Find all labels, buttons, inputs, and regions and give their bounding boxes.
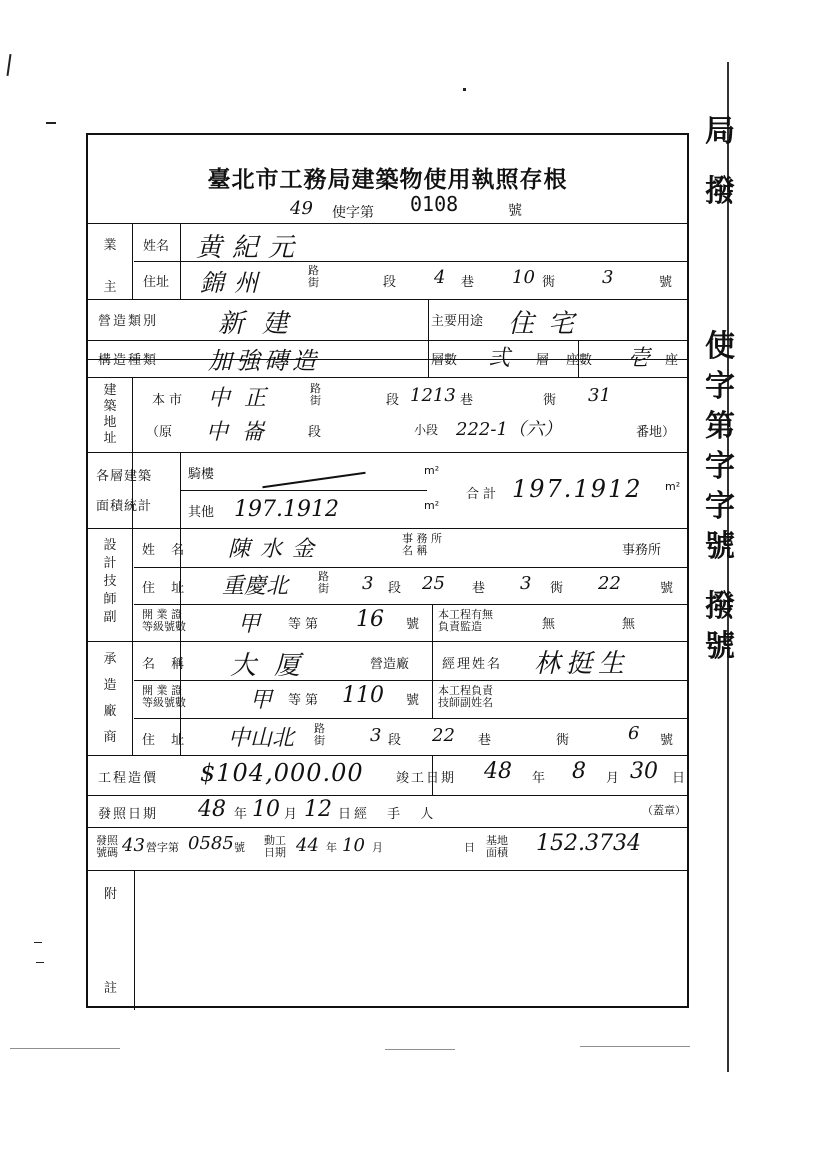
owner-alley-label: 衖 [542, 275, 556, 290]
contractor-road-label: 路 街 [314, 722, 325, 747]
designer-lane-value: 25 [422, 573, 445, 594]
contractor-manager-label: 經理姓名 [442, 657, 503, 672]
scan-speck [385, 1049, 455, 1050]
arcade-dash [262, 472, 365, 488]
done-label: 竣工日期 [396, 771, 457, 786]
unit-m2-1: m² [424, 464, 440, 477]
contractor-lane-label: 巷 [478, 733, 492, 748]
site-duan-label: 段 [386, 393, 400, 408]
owner-duan-value: 4 [434, 267, 446, 288]
left-edge-mark [6, 54, 11, 76]
contractor-license-grade: 甲 [250, 688, 273, 713]
contractor-grade-label: 等第 [288, 693, 323, 708]
contractor-license-no: 110 [342, 683, 384, 708]
remarks-label-bottom: 註 [104, 981, 118, 996]
site-sub-value: 222-1（六） [456, 419, 562, 440]
permit-mid-label: 營字第 [146, 841, 179, 854]
owner-lane-value: 10 [512, 267, 535, 288]
site-orig-duan-label: 段 [308, 425, 322, 440]
contractor-addr-label: 住 址 [142, 733, 191, 748]
side-char: 局 [705, 114, 735, 149]
site-lot-label: 番地） [636, 425, 676, 440]
owner-lane-label: 巷 [461, 275, 475, 290]
side-char: 號 [705, 629, 735, 664]
build-type-label: 營造類別 [98, 314, 159, 329]
start-year-label: 年 [326, 841, 337, 854]
start-month-label: 月 [372, 841, 383, 854]
contractor-license-label: 開 業 證 等級號數 [142, 684, 186, 709]
designer-addr-street: 重慶北 [222, 574, 289, 599]
scan-speck [36, 962, 44, 963]
side-char: 字 [705, 369, 735, 404]
done-day: 30 [630, 759, 658, 784]
other-value: 197.1912 [234, 497, 339, 522]
cost-label: 工程造價 [98, 771, 159, 786]
issue-year-label: 年 [234, 807, 248, 822]
area-label-1: 各層建築 [96, 469, 153, 484]
permit-prefix: 49 [290, 198, 313, 219]
stamp-label: （蓋章） [642, 804, 686, 817]
start-year: 44 [296, 835, 319, 856]
main-use-label: 主要用途 [431, 314, 484, 329]
contractor-name-value: 大厦 [230, 651, 319, 681]
site-orig-district: 中崙 [206, 420, 279, 445]
permit-suffix-label: 號 [234, 841, 245, 854]
issue-day-label: 日 [338, 807, 352, 822]
site-duan-value: 1213 [410, 385, 456, 406]
scan-speck [10, 1048, 120, 1049]
designer-no-label: 號 [660, 581, 674, 596]
permit-no-value: 0585 [188, 833, 234, 854]
permit-label: 使字第 [332, 205, 374, 221]
side-char: 第 [705, 409, 735, 444]
issue-month: 10 [252, 797, 280, 822]
contractor-section-label: 承 造 廠 商 [103, 652, 117, 745]
contractor-duan-value: 3 [370, 725, 382, 746]
side-text [700, 112, 740, 667]
total-label: 合計 [466, 487, 501, 502]
side-char: 使 [705, 329, 735, 364]
start-month: 10 [342, 835, 365, 856]
designer-name-value: 陳水金 [228, 537, 325, 562]
arcade-value [89, 136, 90, 137]
owner-duan-label: 段 [383, 275, 397, 290]
floors-label: 層數 [431, 353, 458, 368]
designer-grade-label: 等第 [288, 617, 323, 632]
contractor-lane-value: 22 [432, 725, 455, 746]
designer-section-label: 設 計 技 師 副 [103, 538, 117, 625]
arcade-label: 騎樓 [188, 467, 215, 482]
permit-prefix-value: 43 [122, 835, 145, 856]
designer-duan-value: 3 [362, 573, 374, 594]
contractor-no-label: 號 [406, 693, 420, 708]
designer-addr-label: 住 址 [142, 581, 191, 596]
unit-m2-3: m² [665, 480, 681, 493]
issue-year: 48 [198, 797, 226, 822]
scan-speck [463, 88, 466, 91]
designer-lane-label: 巷 [472, 581, 486, 596]
done-day-label: 日 [672, 771, 686, 786]
start-date-label: 動工 日期 [264, 834, 286, 859]
area-label-2: 面積統計 [96, 499, 153, 514]
contractor-factory-label: 營造廠 [370, 657, 410, 672]
remarks-label-top: 附 [104, 887, 118, 902]
handler-label: 經 手 人 [354, 807, 442, 822]
site-city-label: 本市 [152, 393, 187, 408]
cost-value: $104,000.00 [200, 759, 364, 787]
side-char: 字 [705, 449, 735, 484]
designer-no-label-2: 號 [406, 617, 420, 632]
total-value: 197.1912 [512, 475, 643, 503]
designer-supervise-label: 本工程有無 負責監造 [438, 608, 493, 633]
blocks-label: 座數 [566, 353, 593, 368]
side-char: 字 [705, 489, 735, 524]
contractor-duan-label: 段 [388, 733, 402, 748]
owner-road-label: 路 街 [308, 264, 319, 289]
scan-speck [34, 942, 42, 943]
designer-no-value: 22 [598, 573, 621, 594]
owner-alley-value: 3 [602, 267, 614, 288]
designer-name-label: 姓 名 [142, 543, 191, 558]
contractor-addr-street: 中山北 [228, 726, 295, 751]
contractor-alley-label: 衖 [556, 733, 570, 748]
owner-no-label: 號 [659, 275, 673, 290]
designer-alley-value: 3 [520, 573, 532, 594]
contractor-name-label: 名 稱 [142, 657, 191, 672]
structure-value: 加強磚造 [208, 347, 320, 375]
site-section-label: 建 築 地 址 [103, 383, 117, 446]
permit-no-label: 發照 號碼 [96, 834, 118, 859]
form-title: 臺北市工務局建築物使用執照存根 [207, 167, 568, 193]
done-year: 48 [484, 759, 512, 784]
owner-name-label: 姓名 [143, 239, 170, 254]
block-unit: 座 [665, 353, 679, 368]
site-orig-label: （原 [146, 425, 173, 440]
designer-office-suffix: 事務所 [622, 543, 662, 558]
contractor-no-value: 6 [628, 723, 640, 744]
done-year-label: 年 [532, 771, 546, 786]
done-month: 8 [572, 759, 586, 784]
contractor-manager-value: 林挺生 [534, 649, 631, 679]
site-alley-value: 31 [588, 385, 611, 406]
designer-supervise-value-2: 無 [622, 617, 636, 632]
owner-section-label: 業 主 [103, 238, 117, 295]
designer-supervise-value-1: 無 [542, 617, 556, 632]
permit-number: 0108 [410, 192, 459, 216]
start-day-label: 日 [464, 841, 475, 854]
designer-road-label: 路 街 [318, 570, 329, 595]
done-month-label: 月 [606, 771, 620, 786]
owner-name-value: 黄紀元 [196, 233, 305, 263]
site-district: 中正 [208, 386, 281, 411]
site-road-label: 路 街 [310, 382, 321, 407]
designer-alley-label: 衖 [550, 581, 564, 596]
site-alley-label: 衖 [543, 393, 557, 408]
permit-form [86, 133, 689, 1008]
unit-m2-2: m² [424, 499, 440, 512]
side-char: 撥 [705, 174, 735, 209]
floors-value: 弍 [488, 346, 511, 371]
side-char: 號 [705, 529, 735, 564]
permit-suffix: 號 [508, 203, 522, 219]
designer-license-no: 16 [356, 607, 384, 632]
designer-license-grade: 甲 [238, 612, 261, 637]
other-label: 其他 [188, 505, 215, 520]
issue-label: 發照日期 [98, 807, 159, 822]
contractor-tech-label: 本工程負責 技師副姓名 [438, 684, 493, 709]
side-char: 撥 [705, 589, 735, 624]
contractor-no-label-2: 號 [660, 733, 674, 748]
designer-license-label: 開 業 證 等級號數 [142, 608, 186, 633]
site-lane-label: 巷 [460, 393, 474, 408]
owner-addr-label: 住址 [143, 275, 170, 290]
issue-month-label: 月 [284, 807, 298, 822]
build-type-value: 新建 [218, 309, 307, 339]
issue-day: 12 [304, 797, 332, 822]
site-sub-label: 小段 [414, 423, 439, 437]
designer-office-label: 事 務 所 名 稱 [402, 532, 442, 557]
scan-speck [580, 1046, 690, 1047]
floor-unit: 層 [536, 353, 550, 368]
main-use-value: 住宅 [508, 309, 589, 339]
base-area-label: 基地 面積 [486, 834, 508, 859]
structure-label: 構造種類 [98, 353, 159, 368]
blocks-value: 壱 [628, 346, 651, 371]
base-area-value: 152.3734 [536, 831, 641, 856]
scan-speck [46, 122, 56, 124]
owner-addr-street: 錦州 [200, 269, 268, 297]
designer-duan-label: 段 [388, 581, 402, 596]
